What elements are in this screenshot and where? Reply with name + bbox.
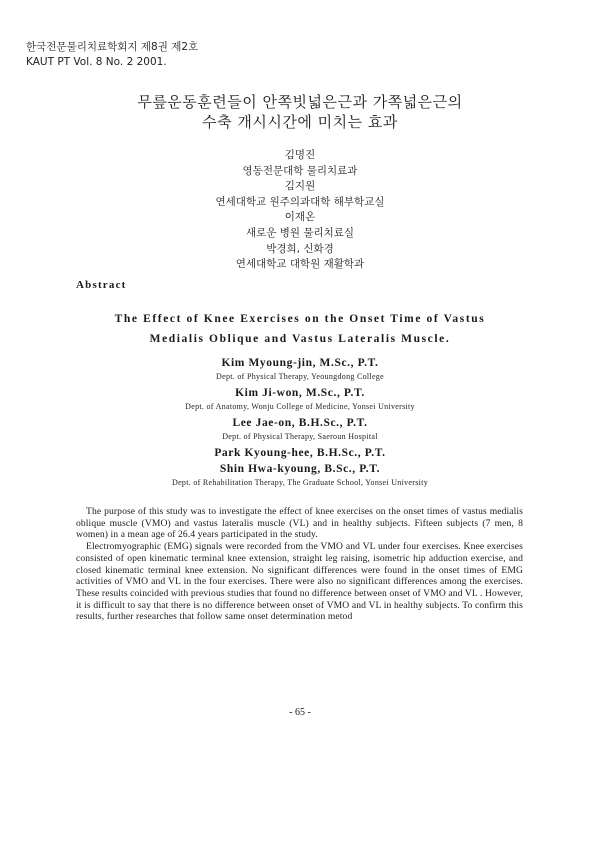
english-author-name: Kim Myoung-jin, M.Sc., P.T. <box>221 357 379 369</box>
korean-author-affiliation: 새로운 병원 물리치료실 <box>245 226 355 239</box>
english-author-affiliation: Dept. of Anatomy, Wonju College of Medicine, Yonsei University <box>185 402 415 411</box>
journal-header <box>26 40 198 70</box>
korean-author-name: 이재온 <box>284 211 316 224</box>
korean-author-affiliation: 연세대학교 대학원 재활학과 <box>235 258 365 271</box>
english-author-affiliation: Dept. of Physical Therapy, Yeoungdong College <box>216 372 384 381</box>
page-number: - 65 - <box>289 707 311 718</box>
journal-name-korean: 한국전문물리치료학회지 제8권 제2호 <box>26 41 199 53</box>
english-author-affiliation: Dept. of Rehabilitation Therapy, The Graduate School, Yonsei University <box>172 478 428 487</box>
abstract-paragraph: Electromyographic (EMG) signals were recorded from the VMO and VL under four exercises. Knee exercises consisted of open kinematic terminal knee extension, straight leg raising, isometric hip adduction exercise, and closed kinematic terminal knee extension. No significant differences were found in the onset times of EMG activities of VMO and VL in the four exercises. There were also no significant differences among the exercises. These results coincided with previous studies that found no difference between onset of VMO and VL . However, it is difficult to say that there is no difference between onset of VMO and VL in healthy subjects. To confirm this results, further researches that follow same onset determination metod <box>76 541 523 623</box>
korean-author-name: 박경희, 신화경 <box>266 242 334 255</box>
korean-title-line-2: 수축 개시시간에 미치는 효과 <box>202 113 398 131</box>
korean-title <box>0 92 600 132</box>
korean-author-name: 김지원 <box>284 180 316 193</box>
english-author-name: Shin Hwa-kyoung, B.Sc., P.T. <box>219 463 381 475</box>
english-title-line-2: Medialis Oblique and Vastus Lateralis Muscle. <box>149 333 451 345</box>
abstract-body <box>76 506 523 623</box>
english-author-list <box>0 355 600 491</box>
korean-author-name: 김명진 <box>284 149 316 161</box>
english-author-name: Kim Ji-won, M.Sc., P.T. <box>235 387 365 399</box>
english-title-line-1: The Effect of Knee Exercises on the Onset Time of Vastus <box>114 313 486 325</box>
journal-volume: KAUT PT Vol. 8 No. 2 2001. <box>26 56 167 68</box>
korean-title-line-1: 무릎운동훈련들이 안쪽빗넓은근과 가쪽넓은근의 <box>137 93 463 111</box>
korean-author-list <box>0 148 600 273</box>
korean-author-affiliation: 연세대학교 원주의과대학 해부학교실 <box>215 195 385 208</box>
english-title <box>0 309 600 349</box>
abstract-heading: Abstract <box>76 279 127 291</box>
english-author-affiliation: Dept. of Physical Therapy, Saeroun Hospital <box>222 432 378 441</box>
korean-author-affiliation: 영동전문대학 물리치료과 <box>242 164 358 177</box>
abstract-paragraph: The purpose of this study was to investigate the effect of knee exercises on the onset times of vastus medialis oblique muscle (VMO) and vastus lateralis muscle (VL) and in healthy subjects. Fifteen subjects (7 men, 8 women) in a mean age of 26.4 years participated in the study. <box>76 506 523 541</box>
english-author-name: Park Kyoung-hee, B.H.Sc., P.T. <box>214 447 386 459</box>
english-author-name: Lee Jae-on, B.H.Sc., P.T. <box>232 417 368 429</box>
